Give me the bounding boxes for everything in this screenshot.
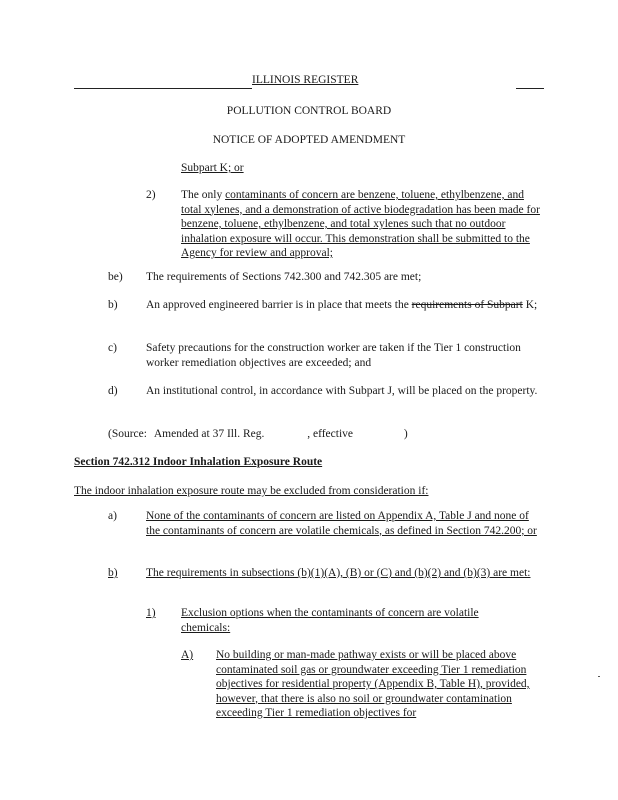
condition-label: b) [108, 567, 118, 579]
list-item-text-part: The requirements of Sections 742.300 and 742.305 are met; [146, 271, 422, 283]
list-item-text [146, 298, 542, 313]
section-heading: Section 742.312 Indoor Inhalation Exposure Route [74, 456, 323, 468]
list-item-text [146, 270, 542, 285]
list-item-label: c) [108, 342, 117, 354]
item2-text-underlined: contaminants of concern are benzene, toluene, ethylbenzene, and total xylenes, and a demonstration of active biodegradation has been made for benzene, toluene, ethylbenzene, and total xylenes such that no outdoor inhalation exposure will occur. This demonstration shall be submitted to the Agency for review and approval; [181, 189, 540, 259]
sub1-label: 1) [146, 607, 156, 619]
header-rule-left [74, 88, 252, 89]
subpart-line: Subpart K; or [181, 162, 244, 174]
list-item-label: be) [108, 271, 123, 283]
condition-text: The requirements in subsections (b)(1)(A), (B) or (C) and (b)(2) and (b)(3) are met: [146, 567, 531, 579]
list-item-text-part: K; [522, 299, 538, 311]
register-title: ILLINOIS REGISTER [252, 74, 359, 86]
sub1-text: Exclusion options when the contaminants of concern are volatile chemicals: [181, 607, 479, 634]
list-item-text-part: An approved engineered barrier is in place that meets the [146, 299, 412, 311]
item2-text-plain: The only [181, 189, 226, 201]
list-item-text [146, 341, 542, 370]
list-item-text-part: requirements of Subpart [411, 299, 523, 311]
list-item-text-part: An institutional control, in accordance with Subpart J, will be placed on the property. [146, 385, 538, 397]
source-note [108, 427, 408, 442]
source-label: (Source: [108, 428, 147, 440]
source-close: ) [403, 428, 408, 440]
list-item-label: b) [108, 299, 118, 311]
subA-label: A) [181, 649, 194, 661]
subA-text: No building or man-made pathway exists or will be placed above contaminated soil gas or groundwater exceeding Tier 1 remediation objectives for residential property (Appendix B, Table H), provided, however, that there is also no soil or groundwater contamination exceeding Tier 1 remediation objectives for [216, 649, 530, 719]
item2-label: 2) [146, 189, 156, 201]
section-intro: The indoor inhalation exposure route may be excluded from consideration if: [74, 485, 429, 497]
header-rule-right [516, 88, 544, 89]
condition-text: None of the contaminants of concern are listed on Appendix A, Table J and none of the contaminants of concern are volatile chemicals, as defined in Section 742.200; or [146, 510, 537, 537]
list-item-label: d) [108, 385, 118, 397]
board-title: POLLUTION CONTROL BOARD [226, 105, 392, 117]
item2-text [181, 188, 542, 261]
list-item-text-part: Safety precautions for the construction worker are taken if the Tier 1 construction worker remediation objectives are exceeded; and [146, 342, 521, 369]
scan-speck [598, 676, 600, 677]
notice-title: NOTICE OF ADOPTED AMENDMENT [212, 134, 406, 146]
condition-label: a) [108, 510, 117, 522]
list-item-text [146, 384, 542, 399]
source-text: Amended at 37 Ill. Reg. [153, 428, 265, 440]
source-effective: , effective [307, 428, 353, 440]
